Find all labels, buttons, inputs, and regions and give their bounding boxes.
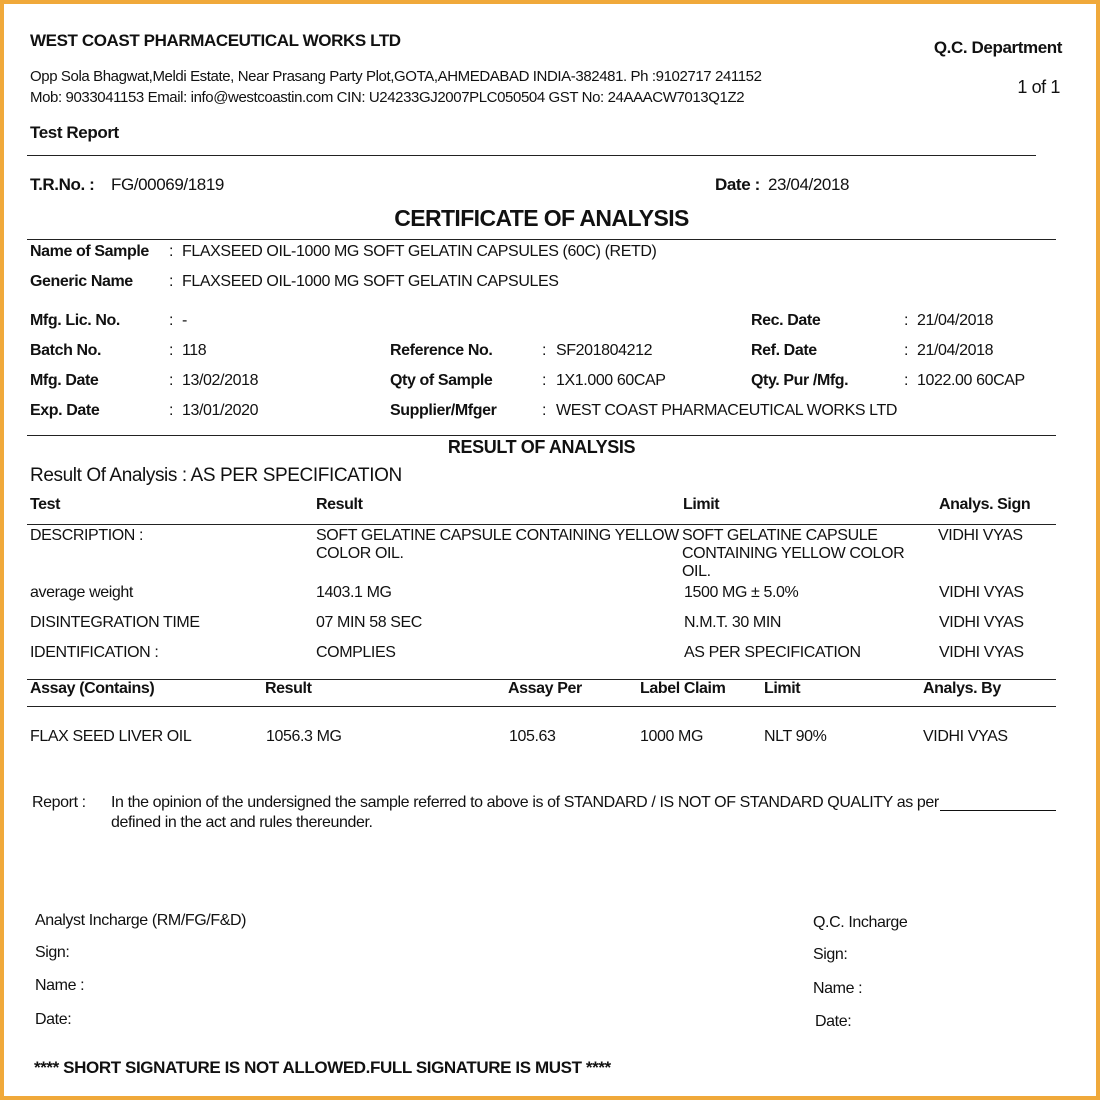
colon: :: [169, 342, 174, 359]
report-label: Report :: [32, 794, 86, 811]
qty-sample-value: 1X1.000 60CAP: [556, 372, 666, 389]
opinion-text-line-1: In the opinion of the undersigned the sample referred to above is of STANDARD / IS NOT OF STANDARD QUALITY as per: [111, 794, 939, 811]
table-row-limit: SOFT GELATINE CAPSULE CONTAINING YELLOW COLOR OIL.: [682, 527, 905, 580]
generic-name-label: Generic Name: [30, 273, 133, 290]
col-header-test: Test: [30, 496, 61, 513]
assay-header-contains: Assay (Contains): [30, 680, 155, 697]
assay-label-claim: 1000 MG: [640, 728, 704, 745]
signature-note: **** SHORT SIGNATURE IS NOT ALLOWED.FULL SIGNATURE IS MUST ****: [34, 1058, 611, 1077]
company-name: WEST COAST PHARMACEUTICAL WORKS LTD: [30, 31, 401, 50]
doc-type: Test Report: [30, 123, 119, 142]
table-row-test: average weight: [30, 584, 133, 601]
colon: :: [169, 312, 174, 329]
page-number: 1 of 1: [1017, 77, 1060, 97]
qc-name-label: Name :: [813, 980, 863, 997]
result-section-title: RESULT OF ANALYSIS: [447, 437, 636, 457]
certificate-title: CERTIFICATE OF ANALYSIS: [394, 205, 689, 231]
table-row-sign: VIDHI VYAS: [939, 584, 1024, 601]
title-divider: [27, 239, 1056, 240]
ref-no-label: Reference No.: [390, 342, 493, 359]
supplier-label: Supplier/Mfger: [390, 402, 497, 419]
mfg-date-value: 13/02/2018: [182, 372, 259, 389]
exp-date-label: Exp. Date: [30, 402, 100, 419]
date-label: Date :: [715, 175, 760, 194]
table-row-result: 07 MIN 58 SEC: [316, 614, 422, 631]
analyst-name-label: Name :: [35, 977, 85, 994]
col-header-limit: Limit: [683, 496, 720, 513]
batch-value: 118: [182, 342, 207, 359]
table-row-sign: VIDHI VYAS: [938, 527, 1023, 544]
table-row-test: DESCRIPTION :: [30, 527, 144, 544]
assay-header-by: Analys. By: [923, 680, 1001, 697]
trno-value: FG/00069/1819: [111, 175, 224, 194]
assay-by: VIDHI VYAS: [923, 728, 1008, 745]
ref-no-value: SF201804212: [556, 342, 653, 359]
mfg-lic-label: Mfg. Lic. No.: [30, 312, 120, 329]
address-line-1: Opp Sola Bhagwat,Meldi Estate, Near Prasang Party Plot,GOTA,AHMEDABAD INDIA-382481. Ph :9102717 241152: [30, 68, 762, 85]
analyst-incharge-title: Analyst Incharge (RM/FG/F&D): [35, 912, 247, 929]
assay-divider-bottom: [27, 706, 1056, 707]
colon: :: [169, 402, 174, 419]
table-row-limit: AS PER SPECIFICATION: [684, 644, 861, 661]
colon: :: [904, 372, 909, 389]
table-row-result: COMPLIES: [316, 644, 396, 661]
qty-pur-value: 1022.00 60CAP: [917, 372, 1025, 389]
details-divider: [27, 435, 1056, 436]
qty-pur-label: Qty. Pur /Mfg.: [751, 372, 849, 389]
table-row-limit: 1500 MG ± 5.0%: [684, 584, 799, 601]
table-row-result: SOFT GELATINE CAPSULE CONTAINING YELLOW COLOR OIL.: [316, 527, 679, 562]
mfg-date-label: Mfg. Date: [30, 372, 99, 389]
table-row-result: 1403.1 MG: [316, 584, 392, 601]
trno-label: T.R.No. :: [30, 175, 95, 194]
ref-date-value: 21/04/2018: [917, 342, 994, 359]
table-row-test: IDENTIFICATION :: [30, 644, 159, 661]
colon: :: [904, 342, 909, 359]
qc-date-label: Date:: [815, 1013, 852, 1030]
colon: :: [542, 342, 547, 359]
assay-result: 1056.3 MG: [266, 728, 342, 745]
colon: :: [542, 372, 547, 389]
table-row-test: DISINTEGRATION TIME: [30, 614, 200, 631]
assay-header-limit: Limit: [764, 680, 801, 697]
result-subtitle: Result Of Analysis : AS PER SPECIFICATION: [30, 465, 402, 486]
analyst-date-label: Date:: [35, 1011, 72, 1028]
table-row-sign: VIDHI VYAS: [939, 644, 1024, 661]
assay-contains: FLAX SEED LIVER OIL: [30, 728, 192, 745]
table-row-sign: VIDHI VYAS: [939, 614, 1024, 631]
table-header-divider: [27, 524, 1056, 525]
sample-name-label: Name of Sample: [30, 243, 149, 260]
analyst-sign-label: Sign:: [35, 944, 70, 961]
qc-incharge-title: Q.C. Incharge: [813, 914, 908, 931]
blank-line: [940, 810, 1056, 811]
assay-header-label-claim: Label Claim: [640, 680, 726, 697]
mfg-lic-value: -: [182, 312, 187, 329]
colon: :: [542, 402, 547, 419]
date-value: 23/04/2018: [768, 175, 850, 194]
qc-department: Q.C. Department: [933, 38, 1062, 57]
colon: :: [169, 372, 174, 389]
header-divider: [27, 155, 1036, 156]
colon: :: [169, 273, 174, 290]
batch-label: Batch No.: [30, 342, 102, 359]
assay-limit: NLT 90%: [764, 728, 827, 745]
colon: :: [169, 243, 174, 260]
opinion-text-line-2: defined in the act and rules thereunder.: [111, 814, 373, 831]
assay-per: 105.63: [509, 728, 556, 745]
assay-header-result: Result: [265, 680, 312, 697]
rec-date-label: Rec. Date: [751, 312, 821, 329]
exp-date-value: 13/01/2020: [182, 402, 259, 419]
col-header-sign: Analys. Sign: [939, 496, 1031, 513]
generic-name-value: FLAXSEED OIL-1000 MG SOFT GELATIN CAPSULES: [182, 273, 559, 290]
qty-sample-label: Qty of Sample: [390, 372, 493, 389]
colon: :: [904, 312, 909, 329]
ref-date-label: Ref. Date: [751, 342, 817, 359]
table-row-limit: N.M.T. 30 MIN: [684, 614, 782, 631]
rec-date-value: 21/04/2018: [917, 312, 994, 329]
sample-name-value: FLAXSEED OIL-1000 MG SOFT GELATIN CAPSULES (60C) (RETD): [182, 243, 657, 260]
supplier-value: WEST COAST PHARMACEUTICAL WORKS LTD: [556, 402, 898, 419]
assay-header-assay-per: Assay Per: [508, 680, 582, 697]
col-header-result: Result: [316, 496, 363, 513]
address-line-2: Mob: 9033041153 Email: info@westcoastin.com CIN: U24233GJ2007PLC050504 GST No: 24AAACW7013Q1Z2: [30, 89, 745, 106]
qc-sign-label: Sign:: [813, 946, 848, 963]
